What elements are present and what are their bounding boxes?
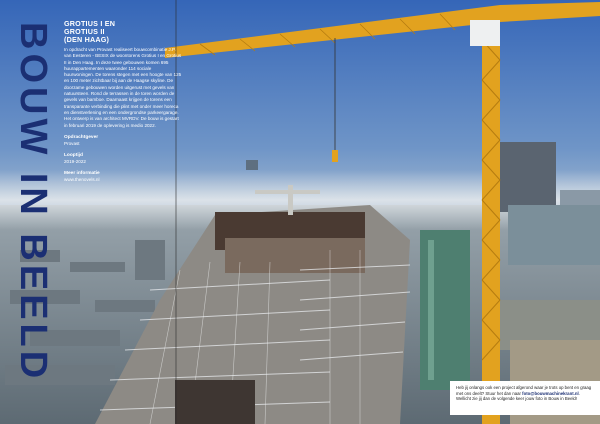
project-info — [64, 20, 182, 189]
section-title — [13, 22, 53, 406]
submission-notice — [450, 381, 600, 415]
project-title: GROTIUS I EN GROTIUS II (DEN HAAG) — [64, 19, 116, 44]
notice-body: Heb jij onlangs ook een project afgerond waar je trots op bent en graag met ons deelt? Stuur het dan naar — [456, 385, 592, 396]
period-label: Looptijd — [64, 152, 83, 158]
project-intro: In opdracht van Provast realiseert bouwcombinatie J.P. van Eesteren - BESIX de woontorens Grotius I en Grotius II in Den Haag. In deze twee gebouwen komen 695 huurappartementen waaronder 114 sociale huurwoningen. De torens stegen met een hoogte van 125 en 100 meter zichtbaar bij aan de Haagse skyline. De doorzame gebouwen worden uitgerust met gevels van natuursteen. Rond de terrassen in de toren worden de gevels van bamboe. Daarnaast krijgen de torens een transparante verbinding die plint met onder meer horeca en dienstverlening en een ondergrondse parkeergarage. Het ontwerp is van architect MVRDV. De bouw is gestart in februari 2019 de oplevering is medio 2022. — [64, 47, 182, 128]
notice-email[interactable]: foto@bouwmachinekrant.nl — [522, 390, 579, 396]
info-link[interactable]: www.thenovels.nl — [64, 176, 100, 182]
info-label: Meer informatie — [64, 170, 100, 176]
period-value: 2019-2022 — [64, 158, 86, 164]
section-title-text: BOUW IN BEELD — [12, 22, 54, 383]
notice-text — [456, 385, 594, 402]
client-value: Provast — [64, 140, 80, 146]
notice-end: . Wellicht zie jij dan de volgende keer jouw foto in Bouw in Beeld! — [456, 390, 580, 402]
client-label: Opdrachtgever — [64, 134, 99, 140]
